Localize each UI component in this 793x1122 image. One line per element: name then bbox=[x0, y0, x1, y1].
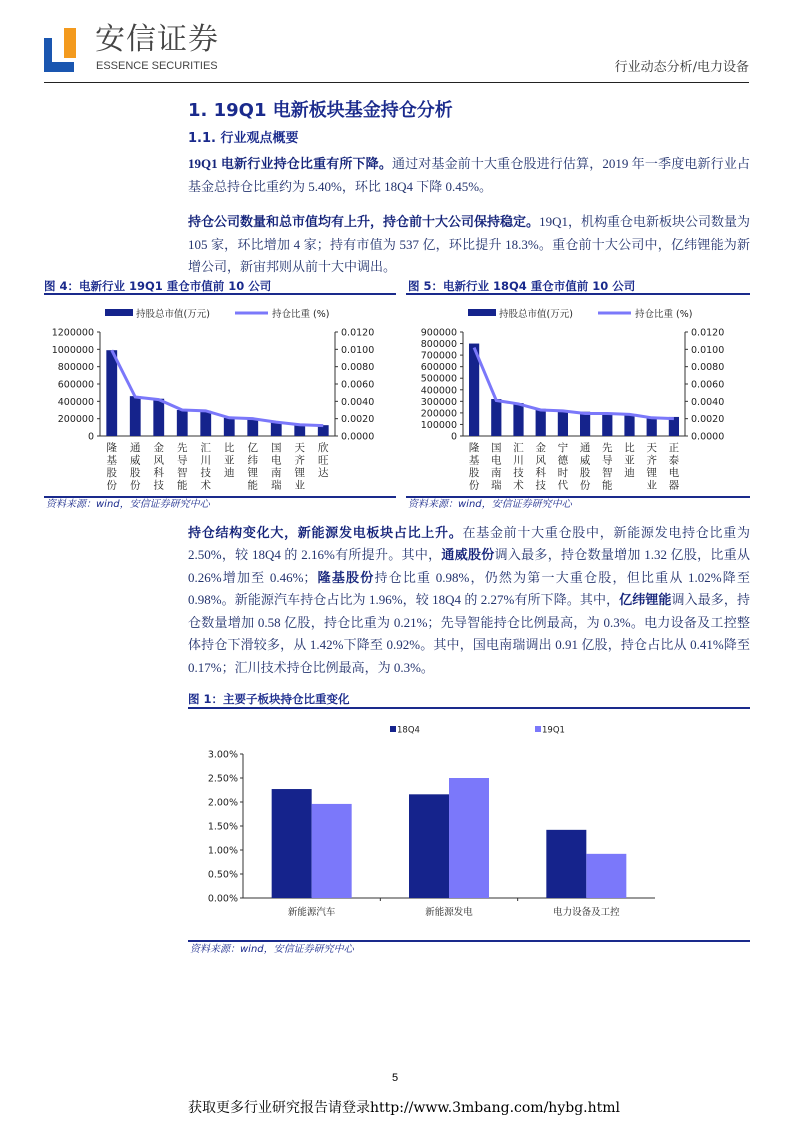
legend-swatch-19q1 bbox=[535, 726, 541, 732]
p1-lead: 19Q1 电新行业持仓比重有所下降。 bbox=[188, 156, 392, 171]
x-tick-label-char: 时 bbox=[557, 466, 569, 479]
y-tick-label: 1.50% bbox=[207, 821, 238, 833]
fig4-title: 图 4：电新行业 19Q1 重仓市值前 10 公司 bbox=[44, 278, 272, 293]
y2-tick-label: 0.0000 bbox=[691, 431, 725, 442]
fig5-title-rule bbox=[406, 293, 750, 295]
y-tick-label: 1000000 bbox=[51, 344, 94, 356]
x-tick-label: 电力设备及工控 bbox=[553, 907, 620, 918]
p3-text-3: 持仓比重 0.98%，仍然为第一大重仓股，但比重从 1.02%降至 0.98%。新能源汽车持仓占比为 1.96%，较 18Q4 的 2.27%有所下降。其中， bbox=[188, 569, 750, 607]
bar-5 bbox=[580, 411, 590, 435]
y-tick-label: 2.00% bbox=[207, 797, 238, 809]
legend-label-line: 持仓比重 (%) bbox=[272, 308, 330, 320]
p3-text-4: 调入最多，持仓数量增加 0.58 亿股，持仓比重为 0.21%；先导智能持仓比例最高，为 0.3%。电力设备及工控整体持仓下滑较多，从 1.42%下降至 0.92%。其中，国电南瑞调出 0.91 亿股，持仓占比从 0.41%降至 0.17%；汇川技术持仓比例最高，为 0.3%。 bbox=[188, 592, 750, 675]
y-tick-label: 300000 bbox=[420, 396, 457, 408]
x-tick-label-char: 比 bbox=[224, 441, 235, 454]
x-tick-label-char: 瑞 bbox=[271, 479, 282, 491]
x-tick-label-char: 国 bbox=[491, 441, 502, 454]
y-tick-label: 2.50% bbox=[207, 773, 238, 785]
x-tick-label-char: 德 bbox=[557, 454, 569, 466]
x-tick-label-char: 锂 bbox=[294, 466, 305, 479]
x-tick-label-char: 基 bbox=[106, 454, 117, 466]
x-tick-label-char: 能 bbox=[177, 479, 188, 491]
x-tick-label-char: 欣 bbox=[318, 441, 329, 454]
x-tick-label-char: 隆 bbox=[106, 441, 117, 454]
x-tick-label-char: 器 bbox=[668, 479, 680, 491]
legend-swatch-bar bbox=[105, 309, 133, 316]
x-tick-label-char: 智 bbox=[177, 466, 188, 479]
y-tick-label: 1200000 bbox=[51, 327, 94, 338]
y2-tick-label: 0.0080 bbox=[691, 361, 725, 373]
y2-tick-label: 0.0080 bbox=[341, 361, 375, 373]
y2-tick-label: 0.0040 bbox=[341, 396, 375, 408]
fig1-chart bbox=[188, 711, 750, 937]
x-tick-label-char: 先 bbox=[177, 441, 188, 454]
bar-2 bbox=[153, 398, 164, 435]
main-column bbox=[44, 153, 750, 958]
x-tick-label-char: 电 bbox=[668, 466, 680, 479]
x-tick-label-char: 迪 bbox=[624, 466, 635, 479]
x-tick-label-char: 智 bbox=[602, 466, 613, 479]
fig1-bottom-rule bbox=[188, 940, 750, 942]
x-tick-label-char: 技 bbox=[153, 479, 164, 491]
x-tick-label-char: 科 bbox=[153, 466, 164, 479]
x-tick-label-char: 亚 bbox=[224, 454, 235, 466]
x-tick-label-char: 齐 bbox=[294, 454, 305, 466]
paragraph-3 bbox=[188, 522, 750, 680]
x-tick-label-char: 金 bbox=[535, 441, 546, 454]
bar-0 bbox=[106, 350, 117, 436]
y2-tick-label: 0.0100 bbox=[691, 344, 725, 356]
x-tick-label-char: 锂 bbox=[247, 466, 258, 479]
header-divider bbox=[44, 82, 749, 83]
p2-text: 19Q1，机构重仓电新板块公司数量为 105 家，环比增加 4 家；持有市值为 537 亿，环比提升 18.3%。重仓前十大公司中，亿纬锂能为新增公司，新宙邦则从前十大中调出。 bbox=[188, 214, 750, 274]
p2-lead: 持仓公司数量和总市值均有上升，持仓前十大公司保持稳定。 bbox=[188, 214, 540, 229]
x-tick-label-char: 导 bbox=[602, 454, 613, 466]
bar-8 bbox=[294, 424, 305, 435]
x-tick-label-char: 齐 bbox=[646, 454, 657, 466]
p3-text-2: 调入最多，持仓数量增加 1.32 亿股，比重从 0.26%增加至 0.46%； bbox=[188, 547, 750, 585]
x-tick-label-char: 泰 bbox=[668, 454, 680, 466]
x-tick-label-char: 业 bbox=[646, 479, 657, 491]
x-tick-label-char: 份 bbox=[106, 479, 117, 491]
legend-swatch-18q4 bbox=[390, 726, 396, 732]
y2-tick-label: 0.0040 bbox=[691, 396, 725, 408]
ratio-line bbox=[474, 347, 674, 418]
y2-tick-label: 0.0100 bbox=[341, 344, 375, 356]
y-tick-label: 0.00% bbox=[207, 893, 238, 905]
fig5-source: 资料来源：wind，安信证券研究中心 bbox=[408, 498, 572, 510]
x-tick-label-char: 达 bbox=[318, 466, 329, 479]
fig4-title-rule bbox=[44, 293, 396, 295]
fig1-source: 资料来源：wind，安信证券研究中心 bbox=[190, 944, 354, 955]
y-tick-label: 0 bbox=[450, 431, 457, 442]
y-tick-label: 3.00% bbox=[207, 749, 238, 761]
y-tick-label: 600000 bbox=[57, 379, 94, 390]
bar-18Q4-1 bbox=[409, 794, 449, 898]
x-tick-label-char: 迪 bbox=[224, 466, 235, 479]
bar-18Q4-2 bbox=[546, 830, 586, 898]
p1-text: 通过对基金前十大重仓股进行估算，2019 年一季度电新行业占基金总持仓比重约为 5.40%，环比 18Q4 下降 0.45%。 bbox=[188, 156, 750, 194]
legend-label-18q4: 18Q4 bbox=[397, 725, 420, 736]
x-tick-label-char: 份 bbox=[468, 479, 480, 491]
logo-mark-blue-bottom bbox=[44, 62, 74, 72]
y-tick-label: 500000 bbox=[420, 373, 457, 385]
bar-19Q1-1 bbox=[449, 778, 489, 898]
fig4-chart bbox=[40, 299, 400, 495]
y2-tick-label: 0.0020 bbox=[691, 413, 725, 425]
x-tick-label-char: 科 bbox=[535, 466, 546, 479]
x-tick-label-char: 股 bbox=[579, 466, 591, 479]
x-tick-label-char: 风 bbox=[535, 454, 546, 466]
legend-label-bar: 持股总市值(万元) bbox=[499, 308, 573, 320]
x-tick-label-char: 风 bbox=[153, 454, 164, 466]
bar-6 bbox=[602, 412, 612, 435]
y2-tick-label: 0.0020 bbox=[341, 413, 375, 425]
fig1-title-rule bbox=[188, 707, 750, 709]
y-tick-label: 600000 bbox=[420, 361, 457, 373]
legend-label-19q1: 19Q1 bbox=[542, 725, 565, 736]
x-tick-label-char: 南 bbox=[271, 466, 282, 479]
x-tick-label-char: 代 bbox=[557, 479, 569, 491]
fig5-chart bbox=[400, 299, 760, 495]
x-tick-label-char: 技 bbox=[200, 466, 211, 479]
bar-3 bbox=[536, 408, 546, 435]
fig1-title: 图 1：主要子板块持仓比重变化 bbox=[188, 692, 350, 706]
y-tick-label: 800000 bbox=[420, 338, 457, 350]
bar-1 bbox=[491, 399, 501, 436]
x-tick-label: 新能源发电 bbox=[425, 907, 473, 918]
x-tick-label-char: 通 bbox=[130, 441, 141, 454]
x-tick-label-char: 股 bbox=[130, 466, 141, 479]
subsection-title: 1.1. 行业观点概要 bbox=[188, 131, 299, 146]
x-tick-label-char: 亚 bbox=[624, 454, 635, 466]
x-tick-label-char: 旺 bbox=[318, 454, 329, 466]
y-tick-label: 900000 bbox=[420, 327, 457, 338]
report-category: 行业动态分析/电力设备 bbox=[614, 60, 749, 75]
x-tick-label-char: 业 bbox=[294, 479, 305, 491]
y2-tick-label: 0.0060 bbox=[341, 379, 375, 390]
bar-19Q1-0 bbox=[312, 804, 352, 898]
y2-tick-label: 0.0000 bbox=[341, 431, 375, 442]
x-tick-label-char: 威 bbox=[130, 454, 141, 466]
x-tick-label-char: 正 bbox=[668, 441, 680, 454]
legend-label-line: 持仓比重 (%) bbox=[635, 308, 693, 320]
bar-8 bbox=[647, 416, 657, 435]
x-tick-label-char: 国 bbox=[271, 441, 282, 454]
figure-row bbox=[44, 279, 750, 512]
x-tick-label-char: 股 bbox=[468, 466, 480, 479]
y2-tick-label: 0.0120 bbox=[341, 327, 375, 338]
x-tick-label-char: 技 bbox=[513, 466, 524, 479]
x-tick-label-char: 纬 bbox=[247, 454, 258, 466]
fig5-title: 图 5：电新行业 18Q4 重仓市值前 10 公司 bbox=[408, 278, 636, 293]
bar-18Q4-0 bbox=[272, 789, 312, 898]
y-tick-label: 400000 bbox=[57, 396, 94, 408]
x-tick-label-char: 宁 bbox=[557, 441, 569, 454]
y-tick-label: 200000 bbox=[420, 407, 457, 419]
bar-5 bbox=[224, 417, 235, 435]
x-tick-label-char: 能 bbox=[247, 479, 258, 491]
x-tick-label-char: 汇 bbox=[513, 441, 524, 454]
fig4-source: 资料来源：wind，安信证券研究中心 bbox=[46, 498, 210, 510]
x-tick-label-char: 锂 bbox=[646, 466, 657, 479]
x-tick-label-char: 瑞 bbox=[491, 479, 502, 491]
y-tick-label: 0 bbox=[87, 431, 94, 442]
x-tick-label-char: 份 bbox=[579, 479, 591, 491]
bar-4 bbox=[558, 410, 568, 436]
bar-6 bbox=[247, 418, 258, 435]
logo-text-cn: 安信证券 bbox=[95, 22, 219, 57]
logo bbox=[44, 28, 88, 72]
x-tick-label-char: 金 bbox=[153, 441, 164, 454]
bar-3 bbox=[177, 410, 188, 436]
p3-bold-longi: 隆基股份 bbox=[316, 569, 375, 585]
y-tick-label: 200000 bbox=[57, 413, 94, 425]
x-tick-label-char: 术 bbox=[513, 479, 524, 491]
bar-19Q1-2 bbox=[586, 854, 626, 898]
p3-bold-tongwei: 通威股份 bbox=[441, 547, 495, 562]
y-tick-label: 800000 bbox=[57, 361, 94, 373]
x-tick-label: 新能源汽车 bbox=[287, 907, 336, 918]
x-tick-label-char: 比 bbox=[624, 441, 635, 454]
logo-mark-orange bbox=[64, 28, 76, 58]
x-tick-label-char: 基 bbox=[468, 454, 480, 466]
bar-2 bbox=[513, 403, 523, 436]
y-tick-label: 100000 bbox=[420, 419, 457, 431]
y-tick-label: 1.00% bbox=[207, 845, 238, 857]
bar-7 bbox=[271, 422, 282, 436]
y2-tick-label: 0.0120 bbox=[691, 327, 725, 338]
page-number: 5 bbox=[392, 1072, 399, 1084]
x-tick-label-char: 南 bbox=[491, 466, 502, 479]
fig4-bottom-rule bbox=[44, 496, 396, 498]
x-tick-label-char: 技 bbox=[535, 479, 546, 491]
legend-label-bar: 持股总市值(万元) bbox=[136, 308, 210, 320]
x-tick-label-char: 电 bbox=[491, 454, 502, 466]
x-tick-label-char: 电 bbox=[271, 454, 282, 466]
x-tick-label-char: 天 bbox=[294, 441, 305, 454]
x-tick-label-char: 川 bbox=[513, 454, 524, 466]
x-tick-label-char: 汇 bbox=[200, 441, 211, 454]
x-tick-label-char: 通 bbox=[579, 441, 591, 454]
x-tick-label-char: 天 bbox=[646, 441, 657, 454]
x-tick-label-char: 术 bbox=[200, 479, 211, 491]
x-tick-label-char: 隆 bbox=[468, 441, 480, 454]
legend-swatch-bar bbox=[468, 309, 496, 316]
logo-text-en: ESSENCE SECURITIES bbox=[96, 60, 218, 72]
fig5-bottom-rule bbox=[406, 496, 750, 498]
footer-link-text[interactable]: 获取更多行业研究报告请登录http://www.3mbang.com/hybg.html bbox=[188, 1100, 620, 1116]
x-tick-label-char: 股 bbox=[106, 466, 117, 479]
section-title: 1. 19Q1 电新板块基金持仓分析 bbox=[188, 100, 453, 121]
ratio-line bbox=[112, 350, 324, 425]
x-tick-label-char: 能 bbox=[602, 479, 613, 491]
x-tick-label-char: 导 bbox=[177, 454, 188, 466]
paragraph-1 bbox=[188, 153, 750, 198]
x-tick-label-char: 川 bbox=[200, 454, 211, 466]
y-tick-label: 0.50% bbox=[207, 869, 238, 881]
paragraph-2 bbox=[188, 211, 750, 279]
x-tick-label-char: 份 bbox=[130, 479, 141, 491]
y-tick-label: 400000 bbox=[420, 384, 457, 396]
x-tick-label-char: 先 bbox=[602, 441, 613, 454]
p3-lead: 持仓结构变化大，新能源发电板块占比上升。 bbox=[188, 524, 463, 540]
y2-tick-label: 0.0060 bbox=[691, 379, 725, 390]
bar-4 bbox=[200, 410, 211, 435]
p3-bold-eve: 亿纬锂能 bbox=[619, 592, 672, 607]
x-tick-label-char: 威 bbox=[579, 454, 591, 466]
y-tick-label: 700000 bbox=[420, 350, 457, 362]
x-tick-label-char: 亿 bbox=[247, 441, 258, 454]
p3-text-1: 在基金前十大重仓股中，新能源发电持仓比重为 2.50%，较 18Q4 的 2.16%有所提升。其中， bbox=[188, 524, 750, 562]
figure-1-block bbox=[188, 692, 750, 958]
bar-7 bbox=[624, 414, 634, 436]
bar-1 bbox=[130, 396, 141, 436]
